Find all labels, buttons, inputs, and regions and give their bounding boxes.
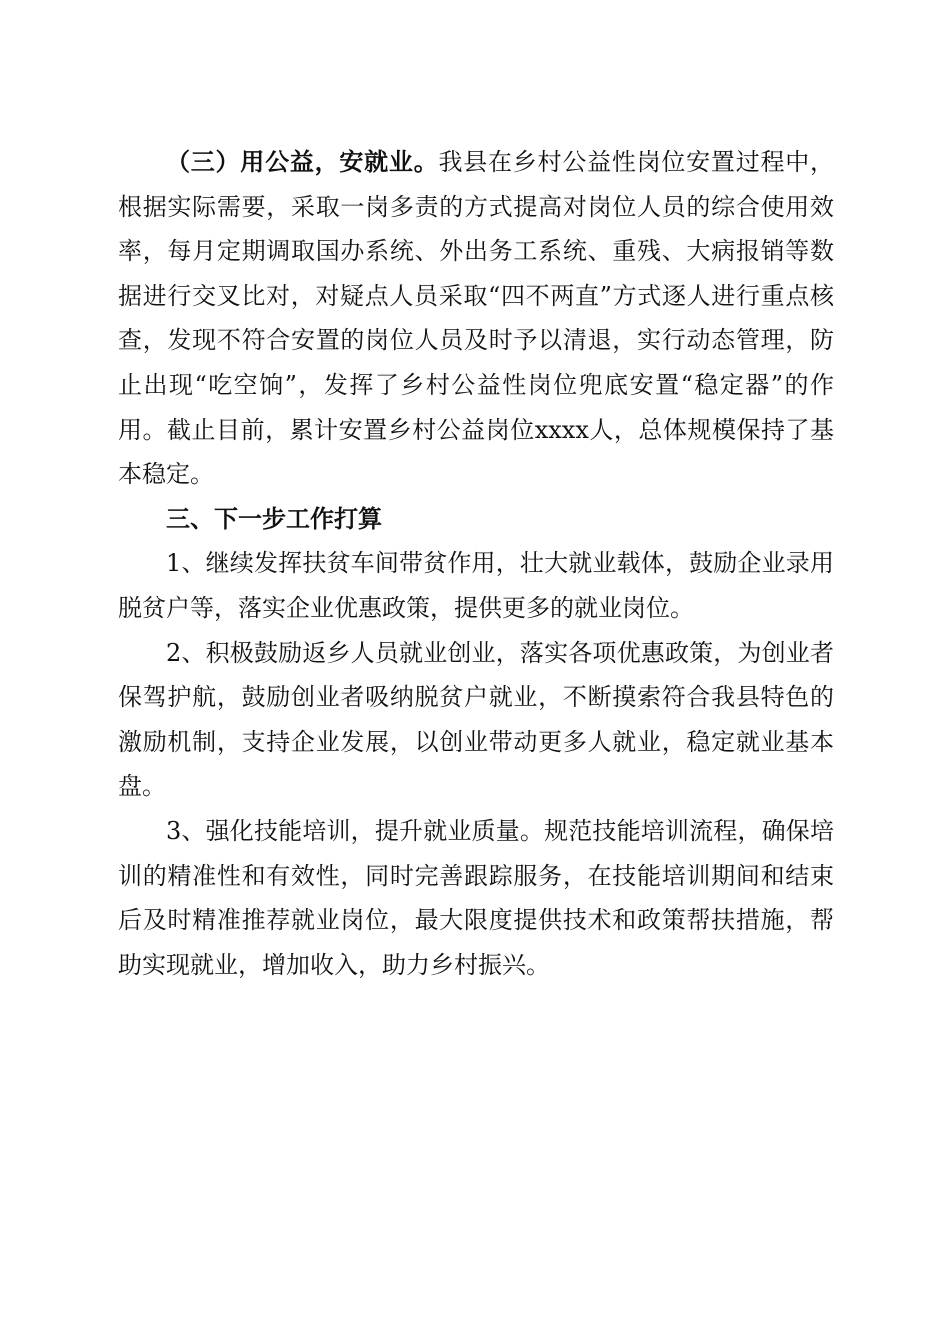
section-3-body: 我县在乡村公益性岗位安置过程中，根据实际需要，采取一岗多责的方式提高对岗位人员的综合使用效率，每月定期调取国办系统、外出务工系统、重残、大病报销等数据进行交叉比对，对疑点人员采取“四不两直”方式逐人进行重点核查，发现不符合安置的岗位人员及时予以清退，实行动态管理，防止出现“吃空饷”，发挥了乡村公益性岗位兜底安置“稳定器”的作用。截止目前，累计安置乡村公益岗位xxxx人，总体规模保持了基本稳定。 (118, 148, 835, 489)
next-step-item-3: 3、强化技能培训，提升就业质量。规范技能培训流程，确保培训的精准性和有效性，同时完善跟踪服务，在技能培训期间和结束后及时精准推荐就业岗位，最大限度提供技术和政策帮扶措施，帮助实现就业，增加收入，助力乡村振兴。 (118, 816, 834, 979)
section-3-lead: （三）用公益，安就业。 (166, 147, 439, 176)
next-step-item-1: 1、继续发挥扶贫车间带贫作用，壮大就业载体，鼓励企业录用脱贫户等，落实企业优惠政策，提供更多的就业岗位。 (118, 549, 834, 622)
next-step-item-2: 2、积极鼓励返乡人员就业创业，落实各项优惠政策，为创业者保驾护航，鼓励创业者吸纳脱贫户就业，不断摸索符合我县特色的激励机制，支持企业发展，以创业带动更多人就业，稳定就业基本盘。 (118, 638, 834, 801)
section-3-paragraph (118, 140, 834, 497)
document-body (118, 140, 834, 987)
next-steps-heading: 三、下一步工作打算 (166, 503, 382, 533)
